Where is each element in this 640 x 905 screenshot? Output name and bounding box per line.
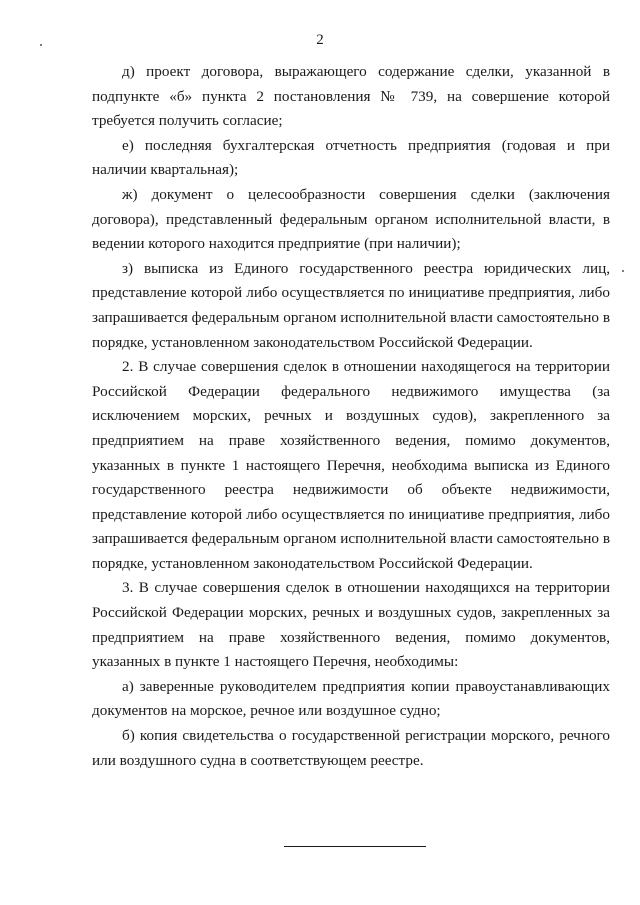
paragraph-item-z: з) выписка из Единого государственного реестра юридических лиц, представление которой либо осуществляется по инициативе предприятия, либо запрашивается федеральным органом исполнительной власти самостоятельно в порядке, установленном законодательством Российской Федерации. (92, 259, 610, 351)
scan-speck (622, 270, 624, 272)
document-body (92, 60, 610, 773)
paragraph-clause-2: 2. В случае совершения сделок в отношении находящегося на территории Российской Федерации федерального недвижимого имущества (за исключением морских, речных и воздушных судов), закрепленного за предприятием на праве хозяйственного ведения, помимо документов, указанных в пункте 1 настоящего Перечня, необходима выписка из Единого государственного реестра недвижимости об объекте недвижимости, представление которой либо осуществляется по инициативе предприятия, либо запрашивается федеральным органом исполнительной власти самостоятельно в порядке, установленном законодательством Российской Федерации. (92, 358, 610, 572)
page-number: 2 (316, 32, 324, 48)
paragraph-item-b: б) копия свидетельства о государственной регистрации морского, речного или воздушного судна в соответствующем реестре. (92, 727, 610, 769)
paragraph-item-zh: ж) документ о целесообразности совершения сделки (заключения договора), представленный федеральным органом исполнительной власти, в ведении которого находится предприятие (при наличии); (92, 185, 610, 253)
paragraph-clause-3: 3. В случае совершения сделок в отношении находящихся на территории Российской Федерации морских, речных и воздушных судов, закрепленных за предприятием на праве хозяйственного ведения, помимо документов, указанных в пункте 1 настоящего Перечня, необходимы: (92, 579, 610, 671)
paragraph-item-a: а) заверенные руководителем предприятия копии правоустанавливающих документов на морское, речное или воздушное судно; (92, 677, 610, 720)
closing-rule (284, 846, 426, 847)
paragraph-item-e: е) последняя бухгалтерская отчетность предприятия (годовая и при наличии квартальная); (92, 136, 610, 179)
paragraph-item-d: д) проект договора, выражающего содержание сделки, указанной в подпункте «б» пункта 2 постановления № 739, на совершение которой требуется получить согласие; (92, 63, 610, 130)
